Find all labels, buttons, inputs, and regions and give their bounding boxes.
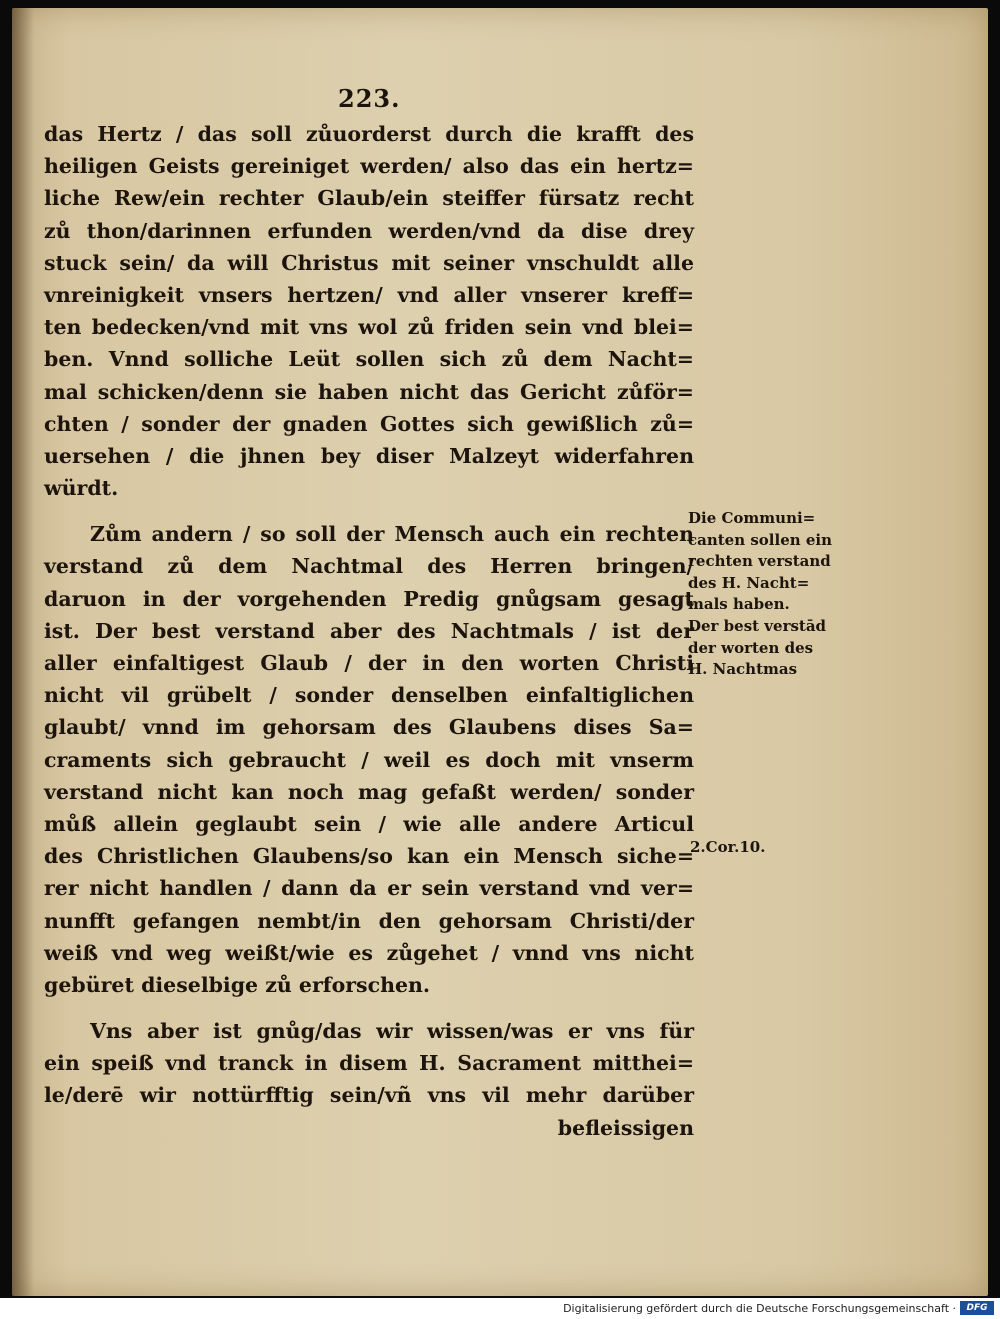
- page-number: 223.: [338, 84, 401, 113]
- margin-scripture-reference: 2.Cor.10.: [690, 838, 766, 856]
- text-line: můß allein geglaubt sein / wie alle andere Articul: [44, 811, 694, 836]
- text-line: würdt.: [44, 476, 119, 501]
- paragraph-3: [44, 1015, 694, 1144]
- dfg-logo-icon: DFG: [960, 1301, 994, 1315]
- text-line: glaubt/ vnnd im gehorsam des Glaubens dises Sa=: [44, 715, 694, 740]
- text-line: ein speiß vnd tranck in disem H. Sacrament mitthei=: [44, 1051, 694, 1076]
- margin-note-communicants: [688, 508, 868, 616]
- text-line: gebüret dieselbige zů erforschen.: [44, 972, 431, 997]
- margin-line: Die Communi=: [688, 509, 816, 527]
- text-line: Vns aber ist gnůg/das wir wissen/was er vns für: [90, 1019, 694, 1044]
- text-line: nunfft gefangen nembt/in den gehorsam Christi/der: [44, 908, 694, 933]
- text-line: des Christlichen Glaubens/so kan ein Mensch siche=: [44, 844, 694, 869]
- text-line: craments sich gebraucht / weil es doch mit vnserm: [44, 747, 694, 772]
- text-line: mal schicken/denn sie haben nicht das Gericht zůför=: [44, 379, 694, 404]
- text-line: uersehen / die jhnen bey diser Malzeyt widerfahren: [44, 443, 694, 468]
- margin-note-best-understanding: [688, 616, 868, 681]
- paragraph-2: [44, 518, 694, 1001]
- text-line: daruon in der vorgehenden Predig gnůgsam gesagt: [44, 586, 694, 611]
- text-line: chten / sonder der gnaden Gottes sich gewißlich zů=: [44, 411, 694, 436]
- margin-line: Der best verstād: [688, 616, 827, 635]
- text-line: liche Rew/ein rechter Glaub/ein steiffer fürsatz recht: [44, 186, 694, 211]
- footer-credit: Digitalisierung gefördert durch die Deutsche Forschungsgemeinschaft ·: [563, 1302, 956, 1315]
- text-line: vnreinigkeit vnsers hertzen/ vnd aller vnserer kreff=: [44, 282, 694, 307]
- margin-line: des H. Nacht=: [688, 573, 810, 592]
- text-line: heiligen Geists gereiniget werden/ also das ein hertz=: [44, 154, 694, 179]
- margin-line: der worten des: [688, 638, 814, 657]
- catchword: befleissigen: [557, 1115, 694, 1140]
- text-line: rer nicht handlen / dann da er sein verstand vnd ver=: [44, 876, 694, 901]
- main-text-block: [44, 118, 694, 1144]
- text-line: ben. Vnnd solliche Leüt sollen sich zů dem Nacht=: [44, 347, 694, 372]
- margin-notes: [688, 508, 868, 681]
- paragraph-gap: [44, 504, 694, 518]
- text-line: stuck sein/ da will Christus mit seiner vnschuldt alle: [44, 250, 694, 275]
- paragraph-gap: [44, 1001, 694, 1015]
- text-line: Zům andern / so soll der Mensch auch ein rechten: [90, 522, 694, 547]
- text-line: aller einfaltigest Glaub / der in den worten Christi: [44, 651, 694, 675]
- text-line: nicht vil grübelt / sonder denselben einfaltiglichen: [44, 683, 694, 708]
- text-line: ist. Der best verstand aber des Nachtmals / ist der: [44, 618, 694, 643]
- text-line: weiß vnd weg weißt/wie es zůgehet / vnnd vns nicht: [44, 940, 694, 965]
- text-line: verstand zů dem Nachtmal des Herren bringen/: [44, 554, 694, 579]
- margin-line: H. Nachtmas: [688, 660, 798, 679]
- text-line: le/derē wir nottürfftig sein/vñ vns vil mehr darüber: [44, 1083, 694, 1108]
- margin-line: mals haben.: [688, 595, 790, 614]
- text-line: verstand nicht kan noch mag gefaßt werden/ sonder: [44, 779, 694, 804]
- text-line: das Hertz / das soll zůuorderst durch die krafft des: [44, 122, 694, 146]
- text-line: ten bedecken/vnd mit vns wol zů friden sein vnd blei=: [44, 315, 694, 340]
- margin-line: canten sollen ein: [688, 530, 833, 549]
- text-line: zů thon/darinnen erfunden werden/vnd da dise drey: [44, 218, 694, 243]
- margin-line: rechten verstand: [688, 552, 831, 571]
- gutter-shadow: [12, 8, 34, 1296]
- paragraph-1: [44, 118, 694, 504]
